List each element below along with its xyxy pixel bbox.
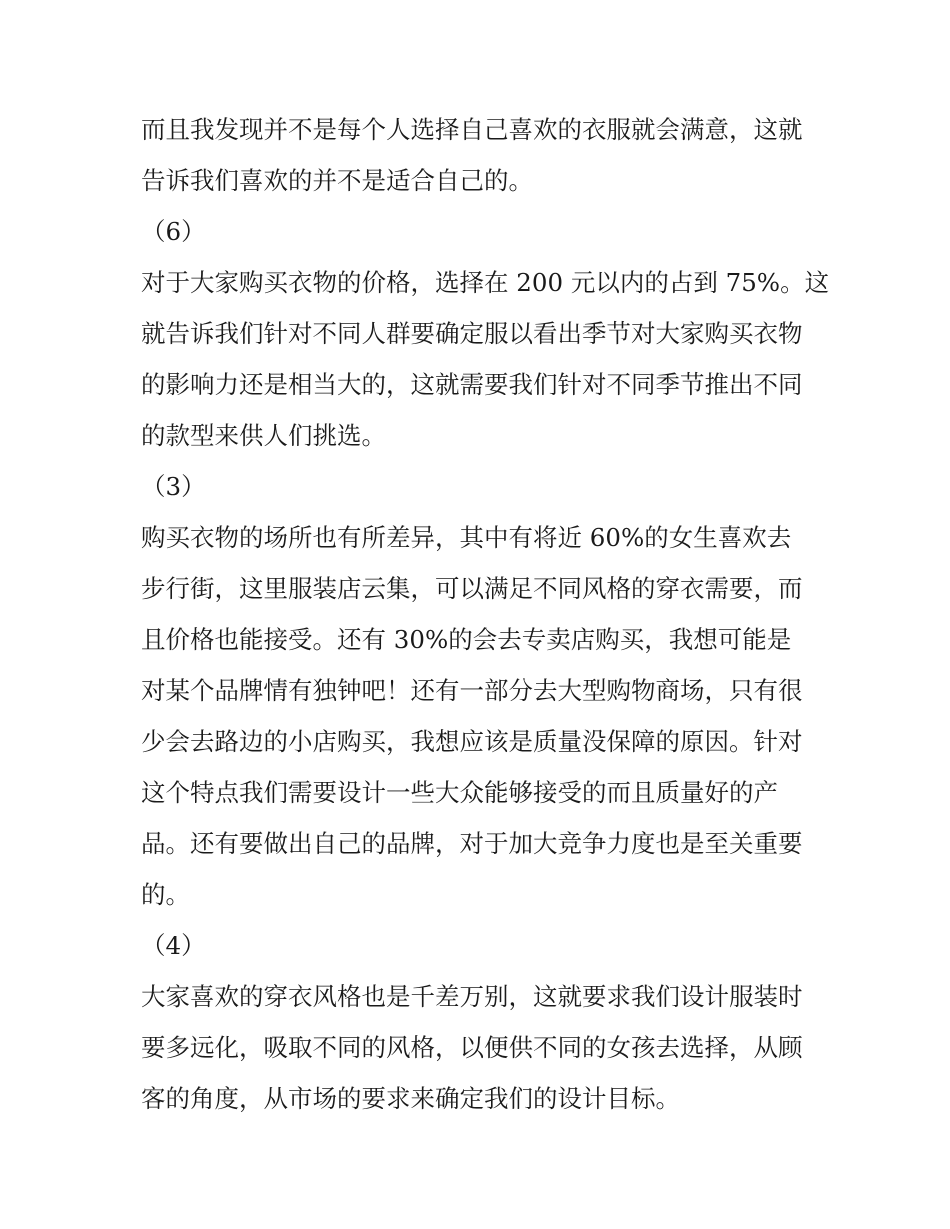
text-line: 的。 [141, 880, 190, 909]
text-line: 大家喜欢的穿衣风格也是千差万别，这就要求我们设计服装时 [141, 982, 803, 1011]
text-line: 对于大家购买衣物的价格，选择在 200 元以内的占到 75%。这 [141, 268, 830, 297]
document-body [141, 104, 830, 1124]
text-line: 客的角度，从市场的要求来确定我们的设计目标。 [141, 1084, 680, 1113]
section-number: （6） [141, 217, 206, 246]
text-line: 且价格也能接受。还有 30%的会去专卖店购买，我想可能是 [141, 625, 792, 654]
text-line: 品。还有要做出自己的品牌，对于加大竞争力度也是至关重要 [141, 829, 803, 858]
text-line: 的影响力还是相当大的，这就需要我们针对不同季节推出不同 [141, 370, 803, 399]
text-line: 而且我发现并不是每个人选择自己喜欢的衣服就会满意，这就 [141, 115, 803, 144]
text-line: 的款型来供人们挑选。 [141, 421, 386, 450]
text-line: 少会去路边的小店购买，我想应该是质量没保障的原因。针对 [141, 727, 803, 756]
section-number: （3） [141, 472, 206, 501]
text-line: 对某个品牌情有独钟吧！还有一部分去大型购物商场，只有很 [141, 676, 803, 705]
text-line: 就告诉我们针对不同人群要确定服以看出季节对大家购买衣物 [141, 319, 803, 348]
text-line: 告诉我们喜欢的并不是适合自己的。 [141, 166, 533, 195]
text-line: 步行街，这里服装店云集，可以满足不同风格的穿衣需要，而 [141, 574, 803, 603]
text-line: 这个特点我们需要设计一些大众能够接受的而且质量好的产 [141, 778, 778, 807]
text-line: 购买衣物的场所也有所差异，其中有将近 60%的女生喜欢去 [141, 523, 792, 552]
section-number: （4） [141, 931, 206, 960]
text-line: 要多远化，吸取不同的风格，以便供不同的女孩去选择，从顾 [141, 1033, 803, 1062]
